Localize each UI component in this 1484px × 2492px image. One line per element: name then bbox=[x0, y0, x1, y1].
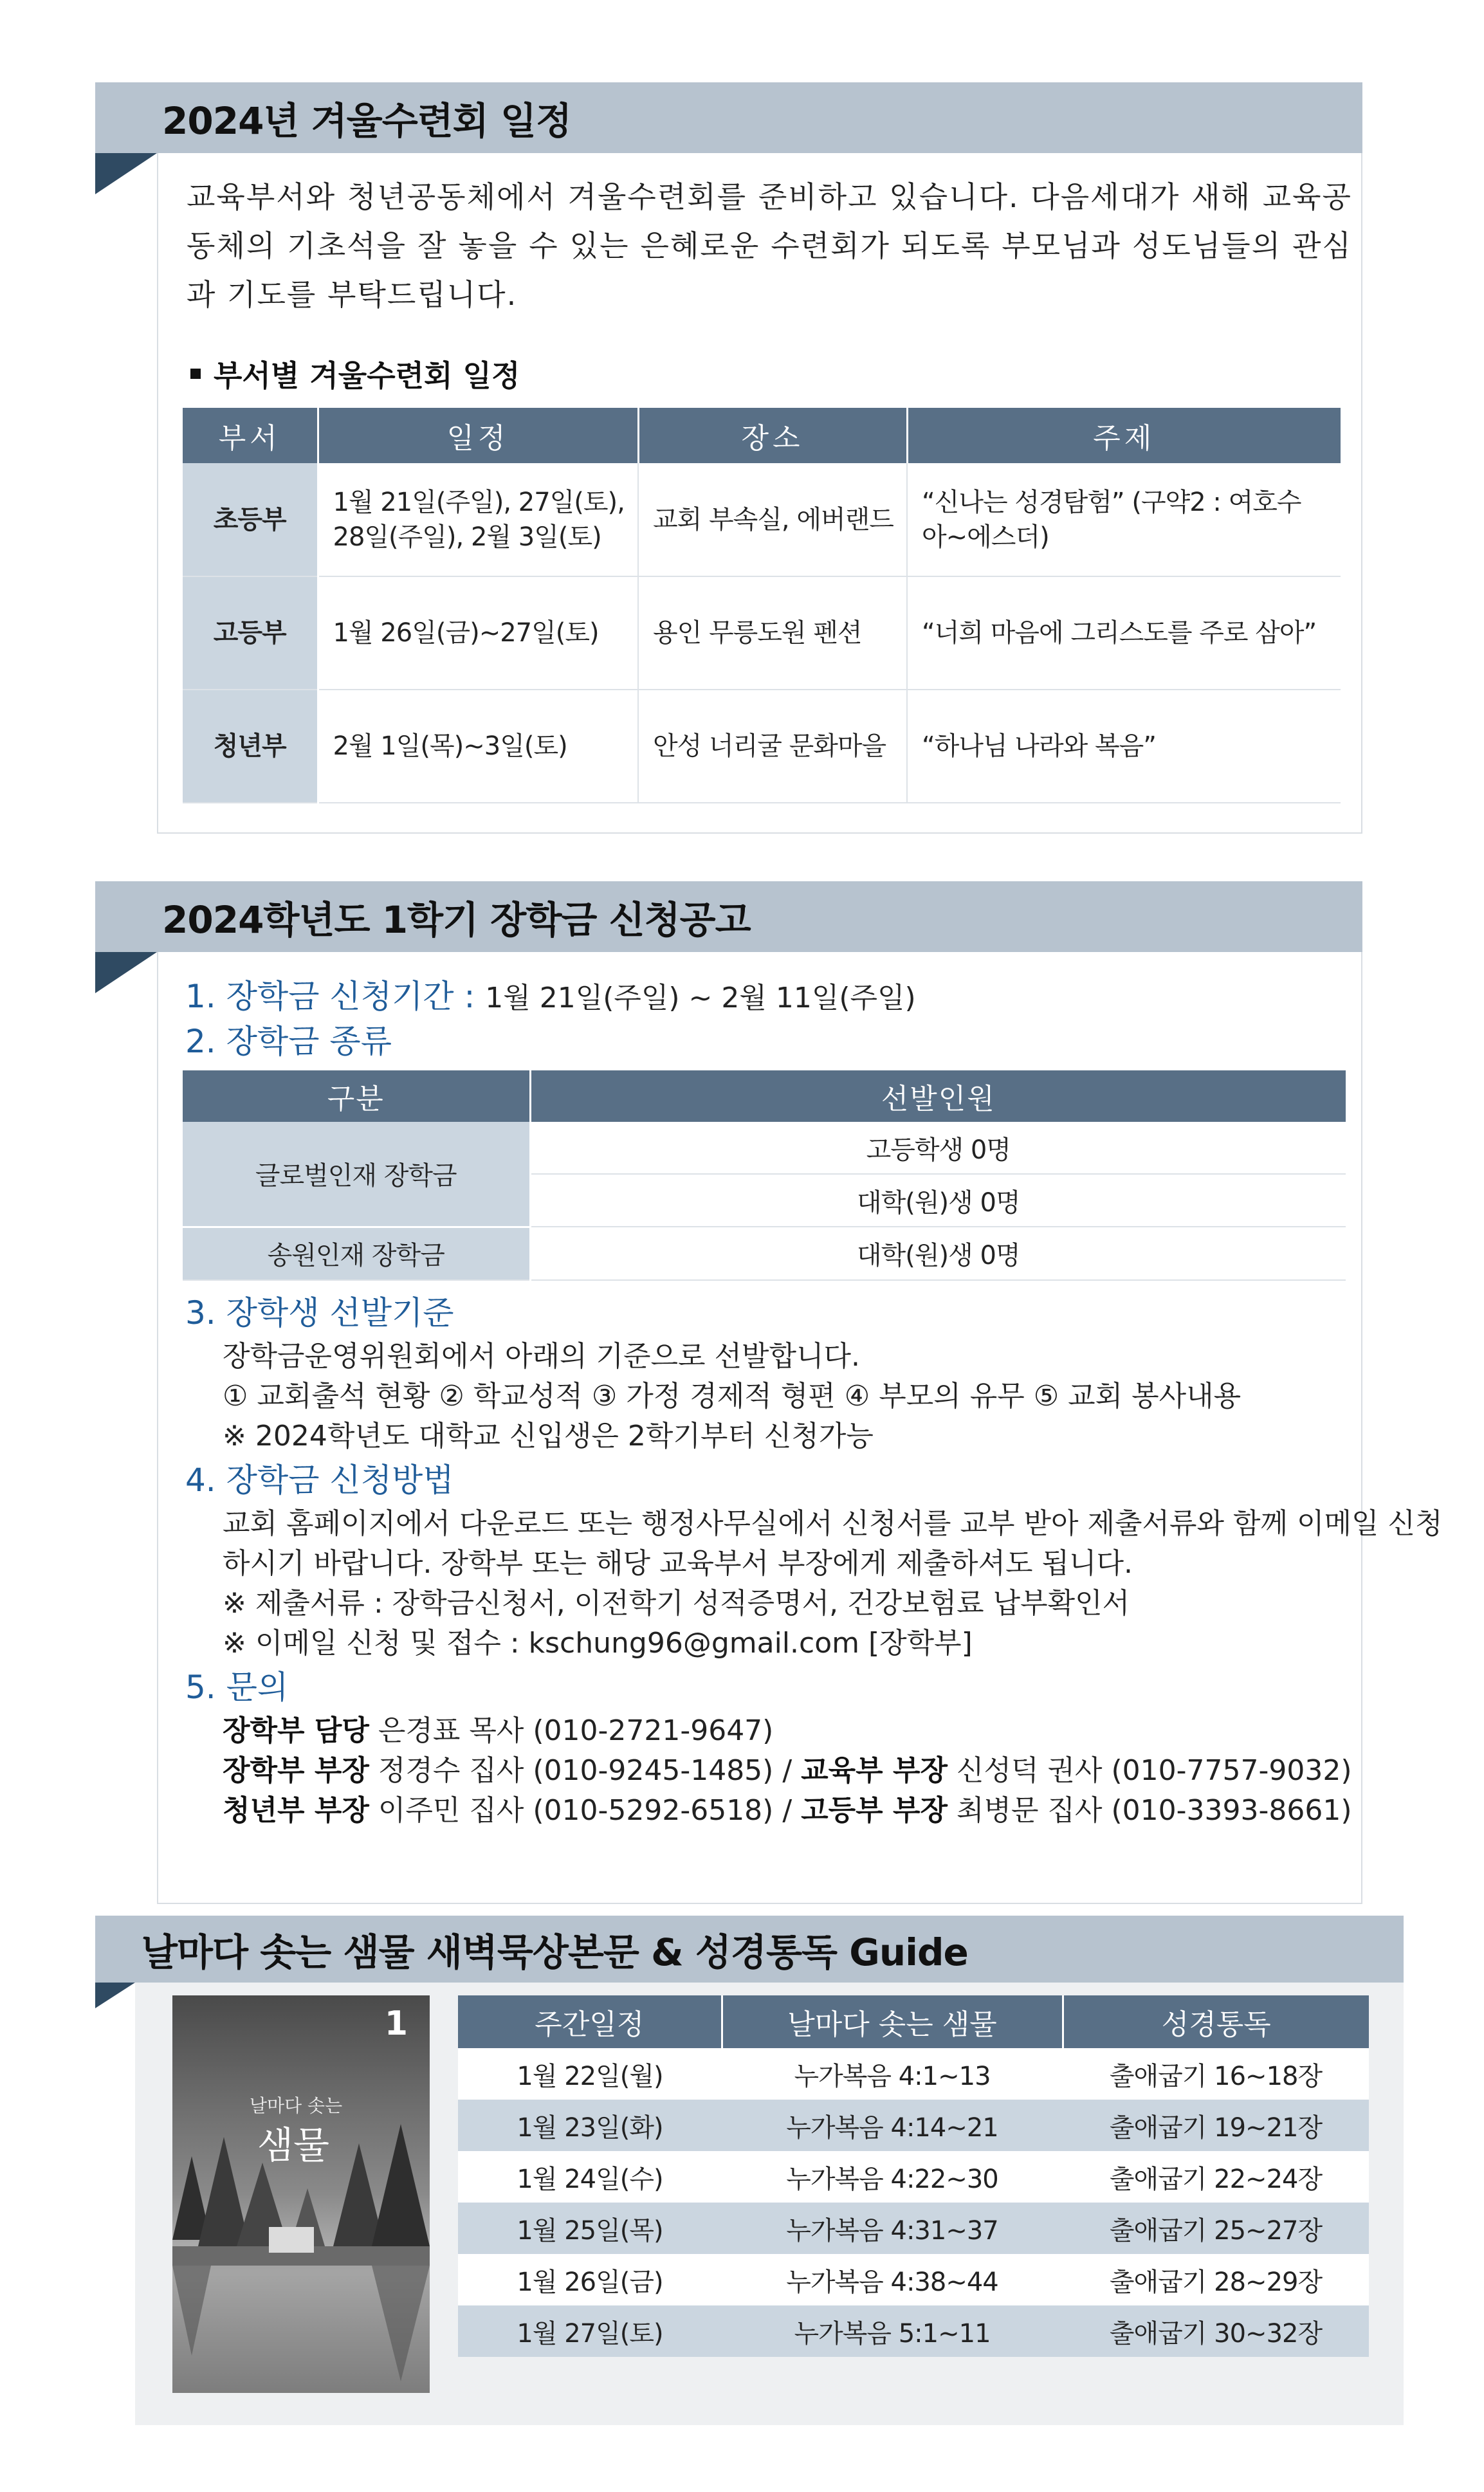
table-header-row bbox=[183, 1070, 1346, 1122]
contact-line bbox=[223, 1791, 1351, 1831]
section3-corner-triangle bbox=[95, 1983, 135, 2008]
reading-cell: 출애굽기 28~29장 bbox=[1063, 2254, 1369, 2305]
theme-cell: “하나님 나라와 복음” bbox=[907, 690, 1341, 803]
apply-method-line: 교회 홈페이지에서 다운로드 또는 행정사무실에서 신청서를 교부 받아 제출서류와 함께 이메일 신청 bbox=[223, 1507, 1443, 1540]
col-header-count: 선발인원 bbox=[530, 1070, 1346, 1122]
date-cell: 1월 26일(금)~27일(토) bbox=[318, 576, 638, 690]
table-row bbox=[458, 2048, 1369, 2100]
table-header-row bbox=[458, 1995, 1369, 2048]
date-cell: 1월 27일(토) bbox=[458, 2305, 722, 2357]
devotional-book-cover bbox=[172, 1995, 430, 2393]
date-cell: 1월 22일(월) bbox=[458, 2048, 722, 2100]
book-title-big: 샘물 bbox=[257, 2123, 330, 2167]
table-header-row bbox=[183, 408, 1341, 463]
apply-period-label: 1. 장학금 신청기간 : bbox=[185, 978, 475, 1015]
dept-cell: 청년부 bbox=[183, 690, 318, 803]
section2-header-band bbox=[95, 881, 1362, 952]
theme-cell: “신나는 성경탐험” (구약2 : 여호수아~에스더) bbox=[907, 463, 1341, 576]
date-cell: 2월 1일(목)~3일(토) bbox=[318, 690, 638, 803]
dept-cell: 초등부 bbox=[183, 463, 318, 576]
date-cell: 1월 26일(금) bbox=[458, 2254, 722, 2305]
table-row bbox=[458, 2203, 1369, 2254]
col-header-dept: 부서 bbox=[183, 408, 318, 463]
selection-criteria-line: 장학금운영위원회에서 아래의 기준으로 선발합니다. bbox=[223, 1340, 861, 1373]
col-header-category: 구분 bbox=[183, 1070, 530, 1122]
devotion-cell: 누가복음 5:1~11 bbox=[722, 2305, 1063, 2357]
date-cell: 1월 21일(주일), 27일(토), 28일(주일), 2월 3일(토) bbox=[318, 463, 638, 576]
col-header-date: 일정 bbox=[318, 408, 638, 463]
col-header-devotion: 날마다 솟는 샘물 bbox=[722, 1995, 1063, 2048]
contact-role: 장학부 담당 bbox=[223, 1714, 369, 1747]
section3-title: 날마다 솟는 샘물 새벽묵상본문 & 성경통독 Guide bbox=[142, 1930, 968, 1974]
date-cell: 1월 25일(목) bbox=[458, 2203, 722, 2254]
section1-header-band bbox=[95, 82, 1362, 153]
place-cell: 용인 무릉도원 펜션 bbox=[638, 576, 907, 690]
section1-intro: 교육부서와 청년공동체에서 겨울수련회를 준비하고 있습니다. 다음세대가 새해 교육공동체의 기초석을 잘 놓을 수 있는 은혜로운 수련회가 되도록 부모님과 성도님들의 관심과 기도를 부탁드립니다. bbox=[187, 179, 1352, 312]
place-cell: 교회 부속실, 에버랜드 bbox=[638, 463, 907, 576]
section1-subheading-text: 부서별 겨울수련회 일정 bbox=[214, 358, 520, 393]
scholarship-table bbox=[183, 1070, 1346, 1281]
devotion-guide-table bbox=[458, 1995, 1369, 2357]
theme-cell: “너희 마음에 그리스도를 주로 삼아” bbox=[907, 576, 1341, 690]
devotion-cell: 누가복음 4:31~37 bbox=[722, 2203, 1063, 2254]
devotion-cell: 누가복음 4:14~21 bbox=[722, 2100, 1063, 2151]
book-cover-art bbox=[172, 1995, 430, 2393]
reading-cell: 출애굽기 22~24장 bbox=[1063, 2151, 1369, 2203]
section3-header-band bbox=[95, 1916, 1404, 1983]
count-cell: 대학(원)생 0명 bbox=[530, 1174, 1346, 1227]
selection-criteria-heading: 3. 장학생 선발기준 bbox=[185, 1294, 454, 1332]
apply-method-heading: 4. 장학금 신청방법 bbox=[185, 1461, 454, 1499]
reading-cell: 출애굽기 25~27장 bbox=[1063, 2203, 1369, 2254]
table-row bbox=[183, 690, 1341, 803]
col-header-place: 장소 bbox=[638, 408, 907, 463]
contact-role: 청년부 부장 bbox=[223, 1794, 369, 1827]
reading-cell: 출애굽기 19~21장 bbox=[1063, 2100, 1369, 2151]
table-row bbox=[183, 1122, 1346, 1174]
reading-cell: 출애굽기 30~32장 bbox=[1063, 2305, 1369, 2357]
contact-role: 고등부 부장 bbox=[801, 1794, 948, 1827]
contact-text: 은경표 목사 (010-2721-9647) bbox=[369, 1714, 774, 1747]
section2-corner-triangle bbox=[95, 952, 157, 993]
devotion-cell: 누가복음 4:22~30 bbox=[722, 2151, 1063, 2203]
contact-text: 이주민 집사 (010-5292-6518) / bbox=[369, 1794, 802, 1827]
inquiry-heading: 5. 문의 bbox=[185, 1669, 289, 1706]
book-title-small: 날마다 솟는 bbox=[250, 2095, 343, 2116]
contact-text: 최병문 집사 (010-3393-8661) bbox=[947, 1794, 1352, 1827]
table-row bbox=[183, 463, 1341, 576]
reading-cell: 출애굽기 16~18장 bbox=[1063, 2048, 1369, 2100]
scholarship-types-heading: 2. 장학금 종류 bbox=[185, 1023, 392, 1060]
dept-cell: 고등부 bbox=[183, 576, 318, 690]
contact-text: 신성덕 권사 (010-7757-9032) bbox=[947, 1754, 1352, 1787]
retreat-schedule-table bbox=[183, 408, 1341, 803]
col-header-theme: 주제 bbox=[907, 408, 1341, 463]
selection-criteria-line: ① 교회출석 현황 ② 학교성적 ③ 가정 경제적 형편 ④ 부모의 유무 ⑤ 교회 봉사내용 bbox=[223, 1380, 1241, 1413]
date-cell: 1월 23일(화) bbox=[458, 2100, 722, 2151]
table-row bbox=[183, 576, 1341, 690]
section1-subheading bbox=[190, 353, 520, 395]
contact-line bbox=[223, 1751, 1351, 1791]
col-header-reading: 성경통독 bbox=[1063, 1995, 1369, 2048]
place-cell: 안성 너리굴 문화마을 bbox=[638, 690, 907, 803]
contact-role: 장학부 부장 bbox=[223, 1754, 369, 1787]
contact-text: 정경수 집사 (010-9245-1485) / bbox=[369, 1754, 802, 1787]
category-cell: 글로벌인재 장학금 bbox=[183, 1122, 530, 1227]
contact-role: 교육부 부장 bbox=[801, 1754, 948, 1787]
devotion-cell: 누가복음 4:38~44 bbox=[722, 2254, 1063, 2305]
table-row bbox=[458, 2254, 1369, 2305]
apply-period-value: 1월 21일(주일) ~ 2월 11일(주일) bbox=[485, 982, 916, 1014]
book-number: 1 bbox=[384, 2004, 408, 2043]
col-header-week: 주간일정 bbox=[458, 1995, 722, 2048]
square-bullet-icon bbox=[190, 369, 201, 379]
table-row bbox=[183, 1227, 1346, 1280]
count-cell: 고등학생 0명 bbox=[530, 1122, 1346, 1174]
section1-title: 2024년 겨울수련회 일정 bbox=[162, 99, 572, 143]
contact-line bbox=[223, 1711, 773, 1751]
table-row bbox=[458, 2151, 1369, 2203]
section2-title: 2024학년도 1학기 장학금 신청공고 bbox=[162, 898, 751, 942]
table-row bbox=[458, 2305, 1369, 2357]
date-cell: 1월 24일(수) bbox=[458, 2151, 722, 2203]
apply-method-line: ※ 이메일 신청 및 접수 : kschung96@gmail.com [장학부] bbox=[223, 1627, 973, 1660]
apply-period-line bbox=[185, 976, 916, 1018]
apply-method-line: ※ 제출서류 : 장학금신청서, 이전학기 성적증명서, 건강보험료 납부확인서 bbox=[223, 1587, 1130, 1620]
section1-corner-triangle bbox=[95, 153, 157, 194]
category-cell: 송원인재 장학금 bbox=[183, 1227, 530, 1280]
selection-criteria-line: ※ 2024학년도 대학교 신입생은 2학기부터 신청가능 bbox=[223, 1420, 874, 1452]
count-cell: 대학(원)생 0명 bbox=[530, 1227, 1346, 1280]
devotion-cell: 누가복음 4:1~13 bbox=[722, 2048, 1063, 2100]
apply-method-line: 하시기 바랍니다. 장학부 또는 해당 교육부서 부장에게 제출하셔도 됩니다. bbox=[223, 1547, 1133, 1580]
table-row bbox=[458, 2100, 1369, 2151]
